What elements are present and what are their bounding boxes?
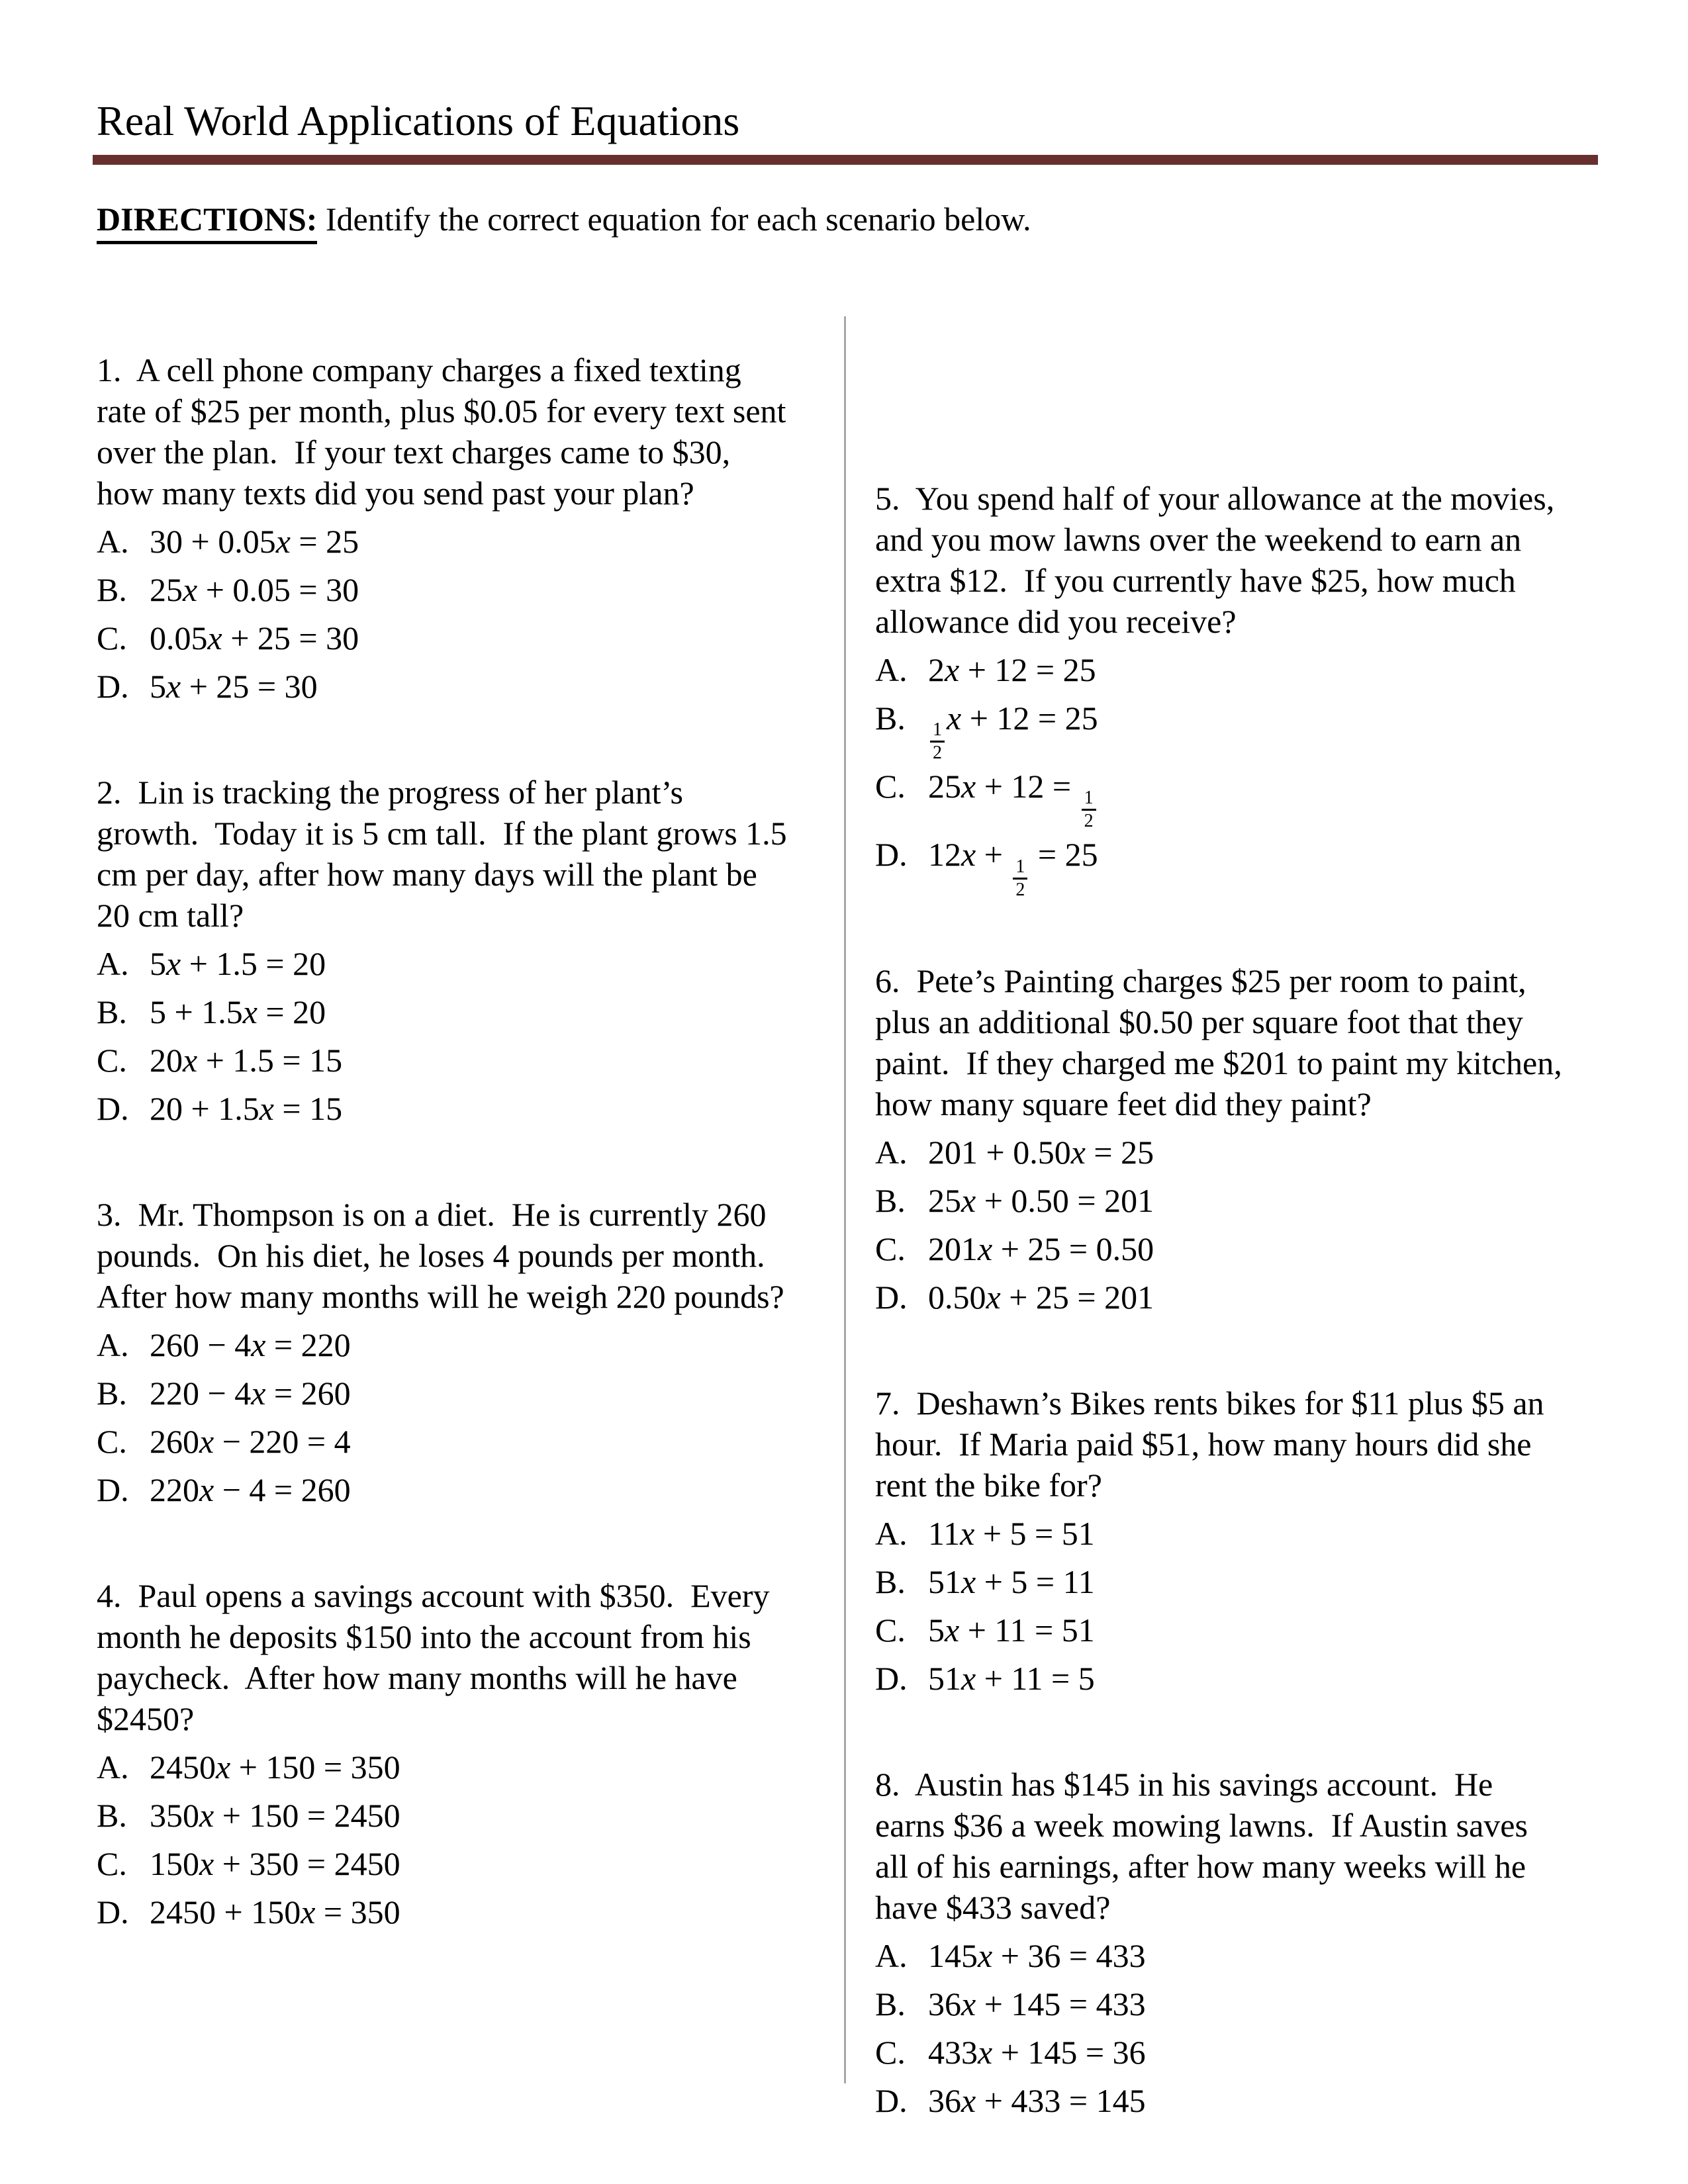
question-line: how many texts did you send past your plan? [97, 475, 694, 512]
question-line: all of his earnings, after how many weeks will he [875, 1847, 1526, 1885]
answer-letter: A. [97, 523, 129, 560]
answer-equation: 2450x + 150 = 350 [150, 1749, 400, 1786]
answer-equation: $\frac{1}{2}$ x + 12 = 25 [928, 700, 1098, 737]
answer-letter: C. [97, 1845, 127, 1882]
answer-row [875, 1655, 1643, 1703]
question-line: earns $36 a week mowing lawns. If Austin saves [875, 1806, 1528, 1844]
answer-letter: C. [875, 1230, 906, 1267]
question-line: growth. Today it is 5 cm tall. If the plant grows 1.5 [97, 815, 787, 852]
answer-equation: 11x + 5 = 51 [928, 1514, 1095, 1552]
answer-equation: 5x + 25 = 30 [150, 668, 318, 705]
answer-row [97, 518, 825, 566]
answer-letter: B. [875, 1985, 906, 2023]
question-line: plus an additional $0.50 per square foot that they [875, 1003, 1523, 1040]
question-line: and you mow lawns over the weekend to earn an [875, 521, 1522, 558]
answer-equation: 350x + 150 = 2450 [150, 1797, 400, 1834]
answer-equation: 25x + 0.05 = 30 [150, 571, 359, 608]
answer-equation: 2450 + 150x = 350 [150, 1893, 400, 1931]
question-text [875, 1764, 1643, 1928]
question-text [97, 1575, 825, 1739]
question-8 [875, 1764, 1643, 2125]
answer-letter: D. [875, 1278, 908, 1316]
answer-equation: 2x + 12 = 25 [928, 651, 1096, 688]
answer-letter: D. [97, 1893, 129, 1931]
answer-row [97, 1792, 825, 1840]
answer-equation: 150x + 350 = 2450 [150, 1845, 400, 1882]
question-line: 1. A cell phone company charges a fixed texting [97, 351, 741, 388]
answer-equation: 25x + 0.50 = 201 [928, 1181, 1154, 1219]
answer-letter: C. [875, 768, 906, 805]
answer-letter: A. [875, 651, 908, 688]
answer-row [97, 940, 825, 988]
question-line: 20 cm tall? [97, 897, 244, 934]
answer-choices [875, 1128, 1643, 1322]
answer-equation: 51x + 11 = 5 [928, 1659, 1095, 1697]
answer-letter: C. [97, 1423, 127, 1460]
question-line: paint. If they charged me $201 to paint my kitchen, [875, 1044, 1562, 1081]
answer-letter: C. [97, 1042, 127, 1079]
answer-row [875, 1932, 1643, 1980]
question-text [875, 1383, 1643, 1506]
answer-equation: 260 − 4x = 220 [150, 1326, 351, 1363]
question-text [97, 1194, 825, 1317]
answer-row [97, 614, 825, 662]
directions-text: Identify the correct equation for each scenario below. [317, 201, 1031, 238]
answer-equation: 0.05x + 25 = 30 [150, 619, 359, 657]
question-line: $2450? [97, 1700, 195, 1737]
answer-row [875, 646, 1643, 694]
question-line: allowance did you receive? [875, 603, 1237, 640]
answer-letter: A. [97, 1326, 129, 1363]
answer-letter: B. [97, 1375, 127, 1412]
answer-row [97, 1085, 825, 1133]
answer-equation: 20 + 1.5x = 15 [150, 1090, 343, 1127]
question-line: extra $12. If you currently have $25, how much [875, 562, 1516, 599]
answer-equation: 5x + 1.5 = 20 [150, 945, 326, 982]
question-line: pounds. On his diet, he loses 4 pounds per month. [97, 1237, 765, 1274]
question-6 [875, 960, 1643, 1322]
answer-letter: B. [875, 1563, 906, 1600]
question-text [875, 478, 1643, 642]
answer-choices [97, 1743, 825, 1936]
answer-letter: D. [97, 1090, 129, 1127]
right-column [875, 478, 1643, 2184]
answer-row [875, 2028, 1643, 2077]
question-7 [875, 1383, 1643, 1703]
answer-row [875, 1606, 1643, 1655]
question-line: rent the bike for? [875, 1466, 1102, 1504]
answer-row [97, 1369, 825, 1418]
answer-row [875, 1510, 1643, 1558]
answer-row [875, 694, 1643, 762]
question-text [875, 960, 1643, 1124]
answer-row [97, 662, 825, 711]
question-line: 7. Deshawn’s Bikes rents bikes for $11 plus $5 an [875, 1384, 1544, 1422]
answer-row [875, 1273, 1643, 1322]
answer-choices [875, 1932, 1643, 2125]
answer-equation: 0.50x + 25 = 201 [928, 1278, 1154, 1316]
question-line: over the plan. If your text charges came to $30, [97, 433, 731, 471]
question-line: paycheck. After how many months will he have [97, 1659, 737, 1696]
answer-row [97, 566, 825, 614]
answer-row [97, 988, 825, 1036]
answer-letter: B. [875, 700, 906, 737]
answer-row [97, 1466, 825, 1514]
column-divider [844, 316, 846, 2083]
question-line: rate of $25 per month, plus $0.05 for every text sent [97, 392, 786, 430]
question-line: cm per day, after how many days will the plant be [97, 856, 757, 893]
question-line: how many square feet did they paint? [875, 1085, 1372, 1122]
answer-letter: D. [97, 668, 129, 705]
answer-equation: 220 − 4x = 260 [150, 1375, 351, 1412]
question-line: 2. Lin is tracking the progress of her plant’s [97, 774, 683, 811]
question-3 [97, 1194, 825, 1514]
answer-equation: 36x + 145 = 433 [928, 1985, 1146, 2023]
left-column [97, 349, 825, 1997]
answer-equation: 145x + 36 = 433 [928, 1936, 1146, 1974]
answer-equation: 36x + 433 = 145 [928, 2081, 1146, 2119]
answer-letter: A. [97, 945, 129, 982]
answer-letter: A. [875, 1133, 908, 1171]
question-text [97, 349, 825, 514]
answer-letter: C. [875, 1611, 906, 1649]
answer-choices [97, 518, 825, 711]
answer-row [97, 1321, 825, 1369]
answer-row [875, 1225, 1643, 1273]
answer-letter: C. [97, 619, 127, 657]
question-5 [875, 478, 1643, 899]
answer-letter: B. [97, 1797, 127, 1834]
answer-letter: B. [875, 1181, 906, 1219]
question-line: 4. Paul opens a savings account with $350. Every [97, 1577, 770, 1614]
question-text [97, 772, 825, 936]
answer-equation: 5x + 11 = 51 [928, 1611, 1095, 1649]
answer-row [875, 1558, 1643, 1606]
answer-letter: C. [875, 2033, 906, 2071]
title-rule [93, 155, 1598, 165]
answer-letter: B. [97, 571, 127, 608]
question-4 [97, 1575, 825, 1936]
question-line: month he deposits $150 into the account from his [97, 1618, 751, 1655]
answer-row [875, 762, 1643, 831]
answer-row [875, 1980, 1643, 2028]
answer-row [97, 1888, 825, 1936]
answer-letter: A. [875, 1936, 908, 1974]
answer-row [97, 1418, 825, 1466]
answer-choices [97, 1321, 825, 1514]
answer-equation: 201 + 0.50x = 25 [928, 1133, 1154, 1171]
answer-equation: 51x + 5 = 11 [928, 1563, 1095, 1600]
answer-choices [97, 940, 825, 1133]
answer-equation: 201x + 25 = 0.50 [928, 1230, 1154, 1267]
directions-label: DIRECTIONS: [97, 199, 317, 244]
question-line: hour. If Maria paid $51, how many hours did she [875, 1425, 1532, 1463]
answer-equation: 30 + 0.05x = 25 [150, 523, 359, 560]
answer-row [875, 2077, 1643, 2125]
answer-row [97, 1840, 825, 1888]
answer-letter: D. [875, 836, 908, 874]
question-line: After how many months will he weigh 220 pounds? [97, 1278, 784, 1315]
answer-letter: D. [97, 1471, 129, 1508]
answer-choices [875, 646, 1643, 899]
question-line: 8. Austin has $145 in his savings account. He [875, 1765, 1493, 1803]
answer-letter: A. [97, 1749, 129, 1786]
answer-letter: D. [875, 2081, 908, 2119]
answer-letter: B. [97, 993, 127, 1030]
answer-equation: 20x + 1.5 = 15 [150, 1042, 343, 1079]
question-1 [97, 349, 825, 711]
answer-row [875, 1128, 1643, 1177]
answer-equation: 220x − 4 = 260 [150, 1471, 351, 1508]
answer-equation: 25x + 12 = $\frac{1}{2}$ [928, 768, 1098, 805]
directions [97, 199, 1031, 244]
answer-equation: 12x + $\frac{1}{2}$ = 25 [928, 836, 1098, 900]
answer-letter: A. [875, 1514, 908, 1552]
answer-row [97, 1743, 825, 1792]
answer-equation: 5 + 1.5x = 20 [150, 993, 326, 1030]
answer-equation: 260x − 220 = 4 [150, 1423, 351, 1460]
question-2 [97, 772, 825, 1133]
answer-equation: 433x + 145 = 36 [928, 2033, 1146, 2071]
answer-row [875, 831, 1643, 899]
answer-letter: D. [875, 1659, 908, 1697]
answer-choices [875, 1510, 1643, 1703]
question-line: 3. Mr. Thompson is on a diet. He is currently 260 [97, 1196, 767, 1233]
answer-row [875, 1177, 1643, 1225]
question-line: have $433 saved? [875, 1888, 1111, 1926]
question-line: 5. You spend half of your allowance at the movies, [875, 480, 1555, 517]
page-title: Real World Applications of Equations [97, 97, 740, 144]
question-line: 6. Pete’s Painting charges $25 per room to paint, [875, 962, 1526, 999]
answer-row [97, 1036, 825, 1085]
